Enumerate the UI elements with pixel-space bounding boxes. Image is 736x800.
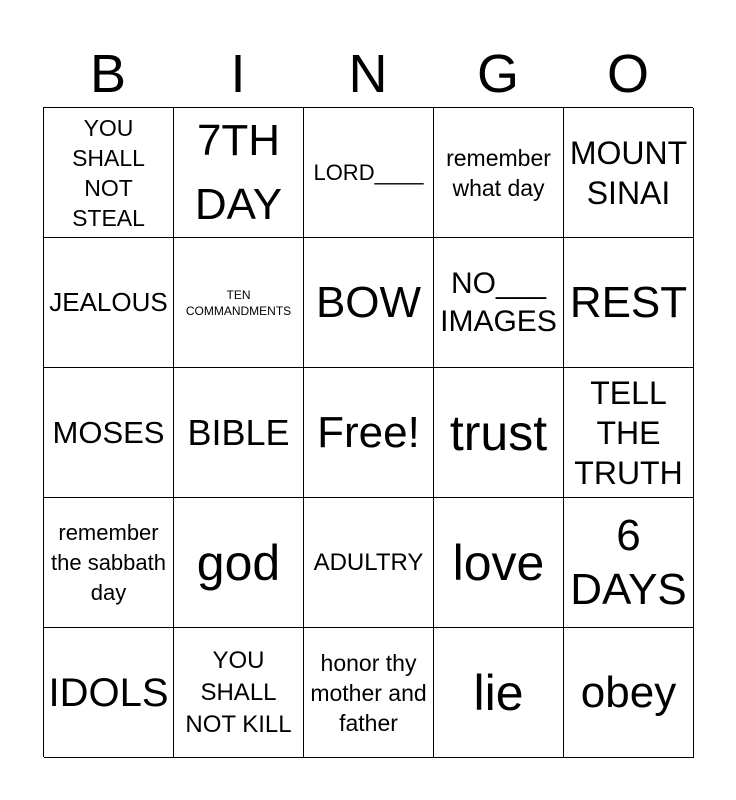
- cell-text: TELL THE TRUTH: [574, 374, 683, 491]
- bingo-cell[interactable]: [304, 628, 434, 758]
- cell-text: trust: [449, 404, 548, 461]
- cell-text: YOU SHALL NOT STEAL: [72, 114, 145, 231]
- cell-text: 6 DAYS: [570, 510, 687, 614]
- bingo-cell[interactable]: [44, 498, 174, 628]
- cell-text: MOSES: [52, 414, 165, 450]
- bingo-cell[interactable]: [304, 108, 434, 238]
- cell-text: love: [452, 534, 545, 591]
- bingo-cell[interactable]: [174, 628, 304, 758]
- header-letter-b: B: [89, 44, 127, 104]
- cell-text: 7TH DAY: [194, 115, 283, 229]
- bingo-cell[interactable]: [44, 628, 174, 758]
- header-letter-g: G: [476, 44, 519, 104]
- bingo-cell[interactable]: [434, 368, 564, 498]
- cell-text: JEALOUS: [49, 287, 168, 317]
- bingo-header: [43, 40, 693, 108]
- cell-text: god: [196, 534, 281, 591]
- bingo-cell[interactable]: [174, 368, 304, 498]
- cell-text: YOU SHALL NOT KILL: [185, 646, 292, 738]
- bingo-grid: [43, 107, 693, 757]
- cell-text: obey: [580, 667, 677, 717]
- cell-text: Free!: [317, 407, 420, 457]
- bingo-cell[interactable]: [304, 498, 434, 628]
- bingo-cell[interactable]: [174, 498, 304, 628]
- bingo-cell[interactable]: [174, 108, 304, 238]
- cell-text: ADULTRY: [313, 548, 424, 576]
- header-letter-o: O: [606, 44, 649, 104]
- cell-text: NO___ IMAGES: [440, 266, 557, 338]
- bingo-cell[interactable]: [44, 368, 174, 498]
- cell-text: lie: [473, 664, 524, 721]
- bingo-cell[interactable]: [564, 498, 694, 628]
- bingo-cell[interactable]: [564, 108, 694, 238]
- cell-text: remember the sabbath day: [51, 519, 166, 605]
- header-letter-n: N: [348, 44, 388, 104]
- bingo-cell[interactable]: [44, 108, 174, 238]
- cell-text: LORD____: [313, 159, 424, 185]
- cell-text: remember what day: [446, 144, 551, 201]
- bingo-cell[interactable]: [44, 238, 174, 368]
- cell-text: honor thy mother and father: [310, 649, 427, 736]
- bingo-cell[interactable]: [174, 238, 304, 368]
- bingo-cell[interactable]: [564, 628, 694, 758]
- bingo-cell[interactable]: [304, 238, 434, 368]
- cell-text: REST: [569, 277, 688, 327]
- header-letter-i: I: [230, 44, 246, 104]
- bingo-cell[interactable]: [434, 628, 564, 758]
- cell-text: IDOLS: [48, 670, 169, 715]
- bingo-cell[interactable]: [304, 368, 434, 498]
- bingo-cell[interactable]: [564, 368, 694, 498]
- cell-text: BOW: [315, 277, 422, 327]
- bingo-cell[interactable]: [564, 238, 694, 368]
- bingo-cell[interactable]: [434, 108, 564, 238]
- cell-text: MOUNT SINAI: [569, 134, 688, 211]
- cell-text: TEN COMMANDMENTS: [185, 287, 292, 318]
- bingo-cell[interactable]: [434, 498, 564, 628]
- bingo-cell[interactable]: [434, 238, 564, 368]
- cell-text: BIBLE: [187, 411, 290, 453]
